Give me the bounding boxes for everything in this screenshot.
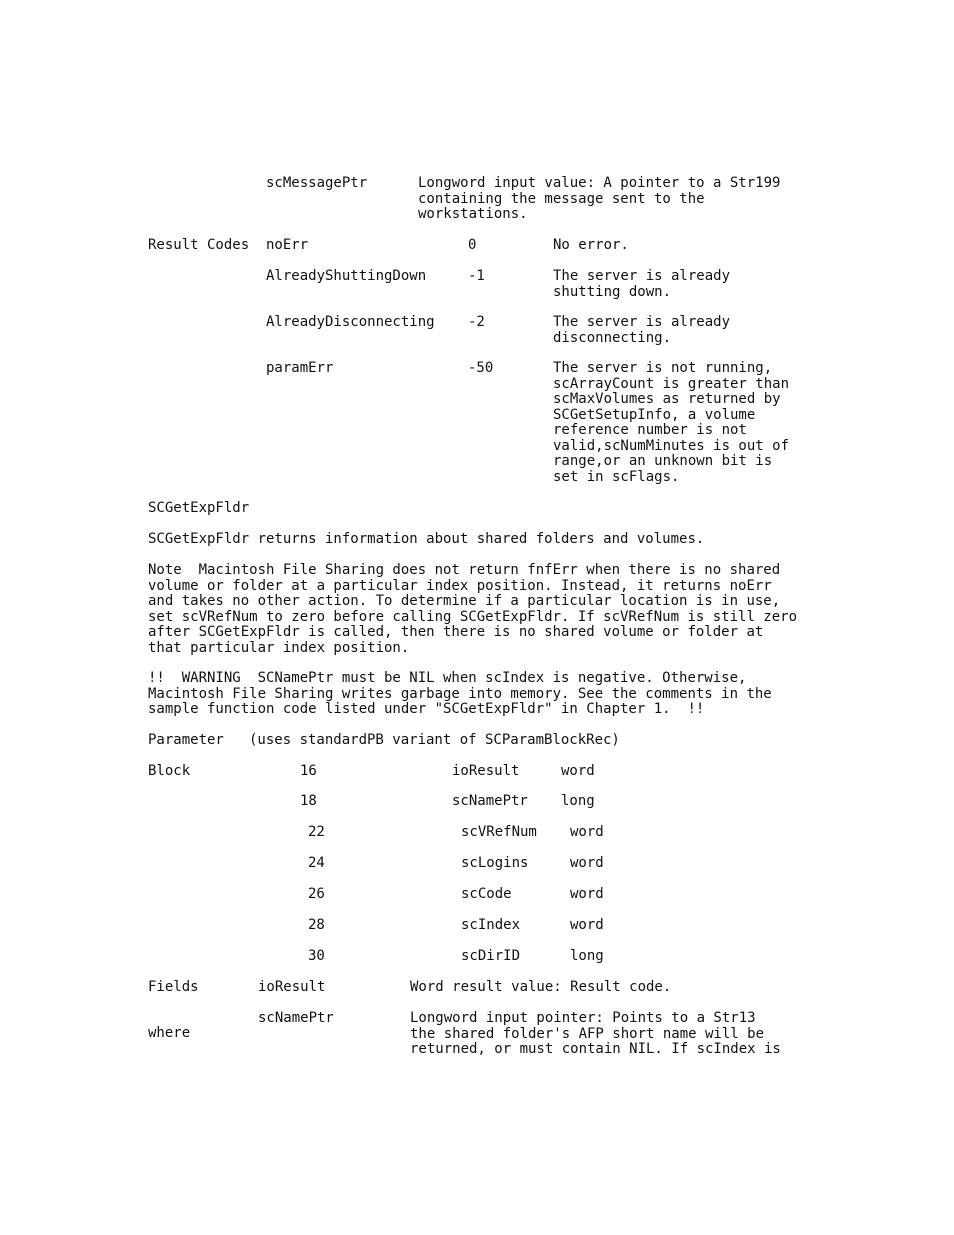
param-field: scVRefNum (461, 824, 537, 840)
field-desc: Longword input pointer: Points to a Str13 the shared folder's AFP short name will be returned, or must contain NIL. If scIndex is (410, 1010, 781, 1057)
param-field: ioResult (452, 763, 520, 779)
param-offset: 18 (300, 793, 317, 809)
result-code-desc: The server is not running, scArrayCount is greater than scMaxVolumes as returned by SCGetSetupInfo, a volume reference number is not valid,scNumMinutes is out of range,or an unknown bit is set in scFlags. (553, 360, 790, 485)
param-field: scIndex (461, 917, 521, 933)
param-offset: 30 (308, 948, 325, 964)
result-codes-label: Result Codes (148, 237, 250, 253)
result-code-value: -50 (468, 360, 494, 376)
param-type: word (561, 763, 595, 779)
param-offset: 26 (308, 886, 325, 902)
param-type: long (570, 948, 604, 964)
param-type: word (570, 917, 604, 933)
result-code-desc: The server is already disconnecting. (553, 314, 731, 346)
param-offset: 22 (308, 824, 325, 840)
param-field: scCode (461, 886, 512, 902)
result-code-desc: No error. (553, 237, 629, 253)
param-offset: 24 (308, 855, 325, 871)
param-type: word (570, 886, 604, 902)
block-label: Block (148, 763, 191, 779)
result-code-desc: The server is already shutting down. (553, 268, 731, 300)
warning-paragraph: !! WARNING SCNamePtr must be NIL when scIndex is negative. Otherwise, Macintosh File Sharing writes garbage into memory. See the comments in the sample function code listed under "SCGetExpFldr" in Chapter 1. !! (148, 670, 772, 717)
sc-message-ptr-desc: Longword input value: A pointer to a Str199 containing the message sent to the workstations. (418, 175, 781, 222)
result-code-value: 0 (468, 237, 477, 253)
note-paragraph: Note Macintosh File Sharing does not return fnfErr when there is no shared volume or folder at a particular index position. Instead, it returns noErr and takes no other action. To determine if a particular location is in use, set scVRefNum to zero before calling SCGetExpFldr. If scVRefNum is still zero after SCGetExpFldr is called, then there is no shared volume or folder at that particular index position. (148, 562, 798, 656)
section-heading: SCGetExpFldr (148, 500, 250, 516)
result-code-value: -1 (468, 268, 485, 284)
field-name: ioResult (258, 979, 326, 995)
sc-message-ptr-name: scMessagePtr (266, 175, 368, 191)
result-code-name: paramErr (266, 360, 334, 376)
fields-label: Fields (148, 979, 199, 995)
param-field: scLogins (461, 855, 529, 871)
where-label: where (148, 1025, 191, 1041)
section-intro: SCGetExpFldr returns information about shared folders and volumes. (148, 531, 705, 547)
result-code-name: AlreadyShuttingDown (266, 268, 427, 284)
param-type: word (570, 855, 604, 871)
param-field: scNamePtr (452, 793, 528, 809)
param-type: long (561, 793, 595, 809)
result-code-value: -2 (468, 314, 485, 330)
parameter-label: Parameter (148, 732, 224, 748)
param-offset: 16 (300, 763, 317, 779)
field-desc: Word result value: Result code. (410, 979, 672, 995)
result-code-name: AlreadyDisconnecting (266, 314, 435, 330)
parameter-desc: (uses standardPB variant of SCParamBlockRec) (249, 732, 620, 748)
param-type: word (570, 824, 604, 840)
param-field: scDirID (461, 948, 521, 964)
param-offset: 28 (308, 917, 325, 933)
field-name: scNamePtr (258, 1010, 334, 1026)
result-code-name: noErr (266, 237, 309, 253)
